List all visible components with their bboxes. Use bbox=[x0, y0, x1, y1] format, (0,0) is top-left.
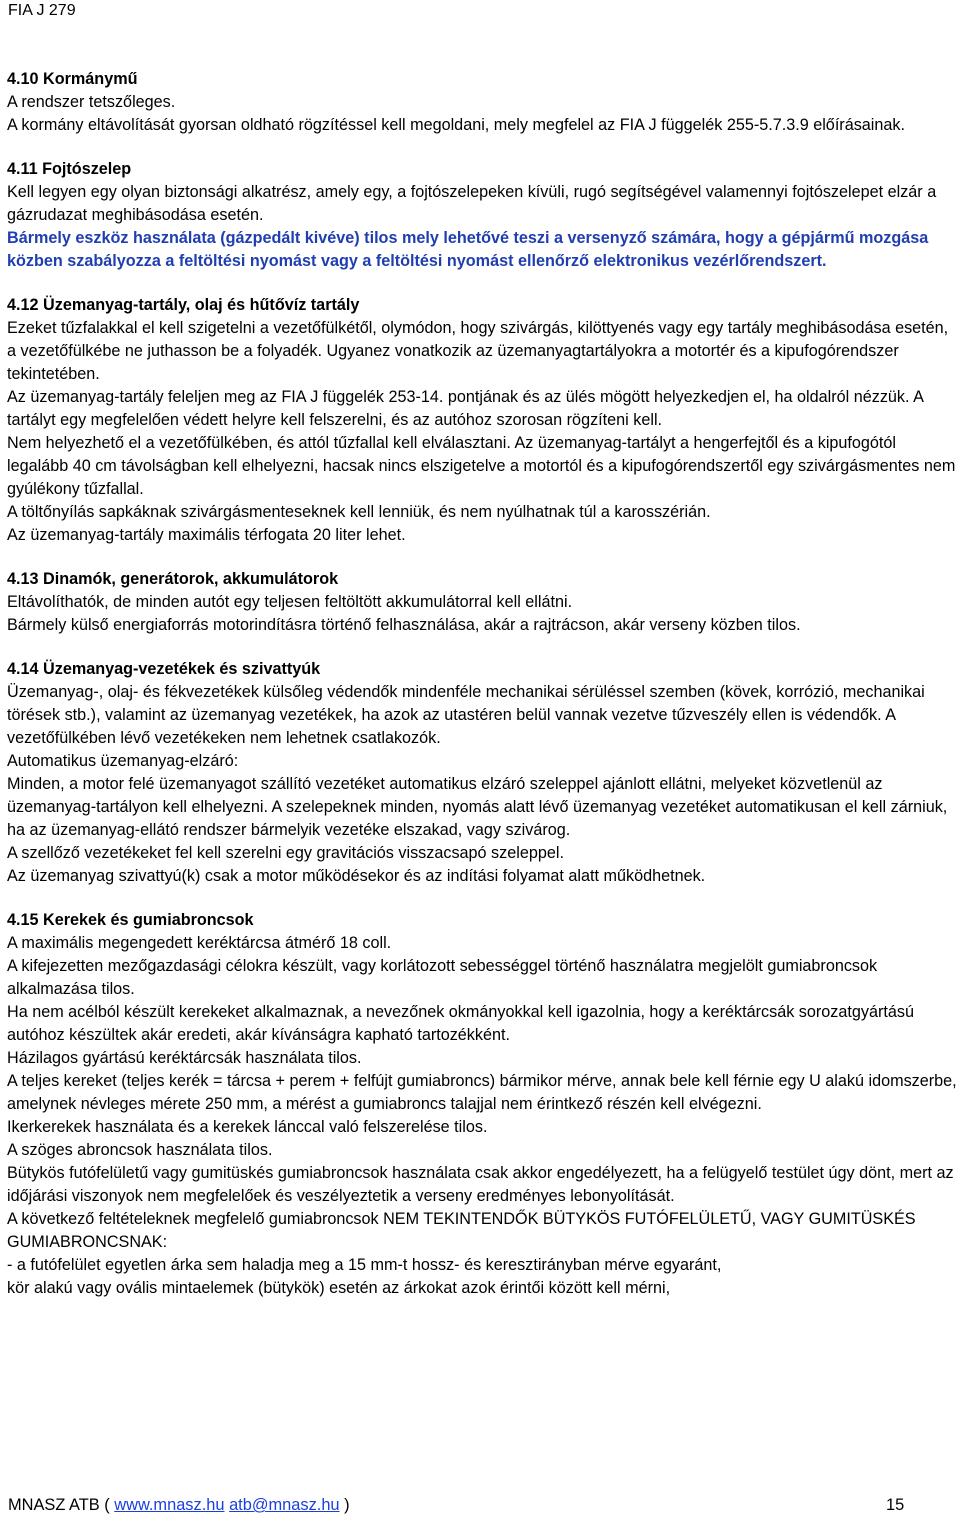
heading-number: 4. bbox=[7, 660, 21, 678]
heading-number: 4. bbox=[7, 296, 21, 314]
document-id: FIA J 279 bbox=[8, 2, 76, 19]
section-heading bbox=[7, 294, 959, 317]
page-footer bbox=[8, 1494, 908, 1516]
heading-title: Fojtószelep bbox=[42, 160, 132, 178]
paragraph: A szellőző vezetékeket fel kell szerelni egy gravitációs visszacsapó szeleppel. bbox=[7, 844, 564, 862]
heading-title: Üzemanyag-tartály, olaj és hűtővíz tartály bbox=[43, 296, 360, 314]
footer-org: MNASZ ATB ( bbox=[8, 1496, 110, 1514]
paragraph: Ezeket tűzfalakkal el kell szigetelni a vezetőfülkétől, olymódon, hogy szivárgás, kilöttyenés vagy egy tartály meghibásodása esetén, a vezetőfülkébe ne juthasson be a folyadék. Ugyanez vonatkozik az üzemanyagtartályokra a motortér és a kipufogórendszer tekintetében. bbox=[7, 319, 949, 383]
page-header bbox=[8, 0, 76, 22]
paragraph: - a futófelület egyetlen árka sem haladja meg a 15 mm-t hossz- és keresztirányban mérve egyaránt, bbox=[7, 1256, 722, 1274]
paragraph: A szöges abroncsok használata tilos. bbox=[7, 1141, 273, 1159]
page-number: 15 bbox=[886, 1496, 905, 1514]
paragraph: Üzemanyag-, olaj- és fékvezetékek külsőleg védendők mindenféle mechanikai sérüléssel szemben (kövek, korrózió, mechanikai törések stb.), valamint az üzemanyag vezetékek, ha azok az utastéren belül vannak vezetve tűzveszély ellen is védendők. A vezetőfülkében lévő vezetékeken nem lehetnek csatlakozók. bbox=[7, 683, 925, 747]
paragraph: Minden, a motor felé üzemanyagot szállító vezetéket automatikus elzáró szeleppel ajánlott ellátni, melyeket közvetlenül az üzemanyag-tartályon kell elhelyezni. A szelepeknek minden, nyomás alatt lévő üzemanyag vezetéket automatikusan el kell zárniuk, ha az üzemanyag-ellátó rendszer bármelyik vezetéke elszakad, vagy szivárog. bbox=[7, 775, 948, 839]
paragraph: kör alakú vagy ovális mintaelemek (bütykök) esetén az árkokat azok érintői között kell mérni, bbox=[7, 1279, 671, 1297]
section-4-10 bbox=[7, 68, 959, 137]
section-heading bbox=[7, 909, 959, 932]
paragraph: Ha nem acélból készült kerekeket alkalmaznak, a nevezőnek okmányokkal kell igazolnia, hogy a keréktárcsák sorozatgyártású autóhoz készültek akár eredeti, akár kívánságra kapható tartozékként. bbox=[7, 1003, 914, 1044]
section-heading bbox=[7, 568, 959, 591]
heading-title: Üzemanyag-vezetékek és szivattyúk bbox=[43, 660, 321, 678]
paragraph: A kifejezetten mezőgazdasági célokra készült, vagy korlátozott sebességgel történő használatra megjelölt gumiabroncsok alkalmazása tilos. bbox=[7, 957, 878, 998]
paragraph: Az üzemanyag-tartály maximális térfogata 20 liter lehet. bbox=[7, 526, 406, 544]
section-4-13 bbox=[7, 568, 959, 637]
heading-title: Dinamók, generátorok, akkumulátorok bbox=[43, 570, 339, 588]
section-heading bbox=[7, 658, 959, 681]
paragraph: Ikerkerekek használata és a kerekek lánccal való felszerelése tilos. bbox=[7, 1118, 488, 1136]
heading-number-rest: 12 bbox=[20, 296, 39, 314]
paragraph: A töltőnyílás sapkáknak szivárgásmenteseknek kell lenniük, és nem nyúlhatnak túl a karosszérián. bbox=[7, 503, 711, 521]
paragraph: A kormány eltávolítását gyorsan oldható rögzítéssel kell megoldani, mely megfelel az FIA J függelék 255-5.7.3.9 előírásainak. bbox=[7, 116, 905, 134]
heading-number-rest: 13 bbox=[20, 570, 39, 588]
email-link[interactable]: atb@mnasz.hu bbox=[229, 1496, 340, 1514]
heading-number: 4. bbox=[7, 160, 21, 178]
heading-number-rest: 11 bbox=[20, 160, 38, 178]
heading-title: Kerekek és gumiabroncsok bbox=[43, 911, 254, 929]
paragraph: Nem helyezhető el a vezetőfülkében, és attól tűzfallal kell elválasztani. Az üzemanyag-tartályt a hengerfejtől és a kipufogótól legalább 40 cm távolságban kell elhelyezni, hacsak nincs elszigetelve a motortól és a kipufogórendszertől egy szivárgásmentes nem gyúlékony tűzfallal. bbox=[7, 434, 956, 498]
paragraph: A teljes kereket (teljes kerék = tárcsa + perem + felfújt gumiabroncs) bármikor mérve, annak bele kell férnie egy U alakú idomszerbe, amelynek névleges mérete 250 mm, a mérést a gumiabroncs talajjal nem érintkező részén kell elvégezni. bbox=[7, 1072, 957, 1113]
heading-number: 4. bbox=[7, 570, 21, 588]
heading-title: Kormánymű bbox=[43, 70, 138, 88]
heading-number-rest: 10 bbox=[20, 70, 39, 88]
footer-close: ) bbox=[344, 1496, 350, 1514]
heading-number-rest: 15 bbox=[20, 911, 39, 929]
heading-number: 4. bbox=[7, 911, 21, 929]
paragraph: A következő feltételeknek megfelelő gumiabroncsok NEM TEKINTENDŐK BÜTYKÖS FUTÓFELÜLETŰ, VAGY GUMITÜSKÉS GUMIABRONCSNAK: bbox=[7, 1210, 916, 1251]
website-link[interactable]: www.mnasz.hu bbox=[114, 1496, 225, 1514]
section-4-14 bbox=[7, 658, 959, 888]
paragraph: Bármely külső energiaforrás motorindításra történő felhasználása, akár a rajtrácson, akár verseny közben tilos. bbox=[7, 616, 801, 634]
heading-number: 4. bbox=[7, 70, 21, 88]
paragraph: Az üzemanyag szivattyú(k) csak a motor működésekor és az indítási folyamat alatt működhetnek. bbox=[7, 867, 706, 885]
section-4-12 bbox=[7, 294, 959, 547]
highlighted-rule: Bármely eszköz használata (gázpedált kivéve) tilos mely lehetővé teszi a versenyző számára, hogy a gépjármű mozgása közben szabályozza a feltöltési nyomást vagy a feltöltési nyomást ellenőrző elektronikus vezérlőrendszert. bbox=[7, 229, 929, 270]
section-4-11 bbox=[7, 158, 959, 273]
section-4-15 bbox=[7, 909, 959, 1300]
paragraph: Eltávolíthatók, de minden autót egy teljesen feltöltött akkumulátorral kell ellátni. bbox=[7, 593, 573, 611]
heading-number-rest: 14 bbox=[20, 660, 39, 678]
paragraph: Automatikus üzemanyag-elzáró: bbox=[7, 752, 239, 770]
paragraph: Kell legyen egy olyan biztonsági alkatrész, amely egy, a fojtószelepeken kívüli, rugó segítségével valamennyi fojtószelepet elzár a gázrudazat meghibásodása esetén. bbox=[7, 183, 937, 224]
paragraph: A rendszer tetszőleges. bbox=[7, 93, 176, 111]
paragraph: Bütykös futófelületű vagy gumitüskés gumiabroncsok használata csak akkor engedélyezett, ha a felügyelő testület úgy dönt, mert az időjárási viszonyok nem megfelelőek és veszélyeztetik a verseny eredményes lebonyolítását. bbox=[7, 1164, 954, 1205]
paragraph: Házilagos gyártású keréktárcsák használata tilos. bbox=[7, 1049, 362, 1067]
paragraph: A maximális megengedett keréktárcsa átmérő 18 coll. bbox=[7, 934, 392, 952]
section-heading bbox=[7, 68, 959, 91]
paragraph: Az üzemanyag-tartály feleljen meg az FIA J függelék 253-14. pontjának és az ülés mögött helyezkedjen el, ha oldalról nézzük. A tartályt egy megfelelően védett helyre kell felszerelni, és az autóhoz szorosan rögzíteni kell. bbox=[7, 388, 924, 429]
section-heading bbox=[7, 158, 959, 181]
document-body bbox=[7, 68, 959, 1300]
